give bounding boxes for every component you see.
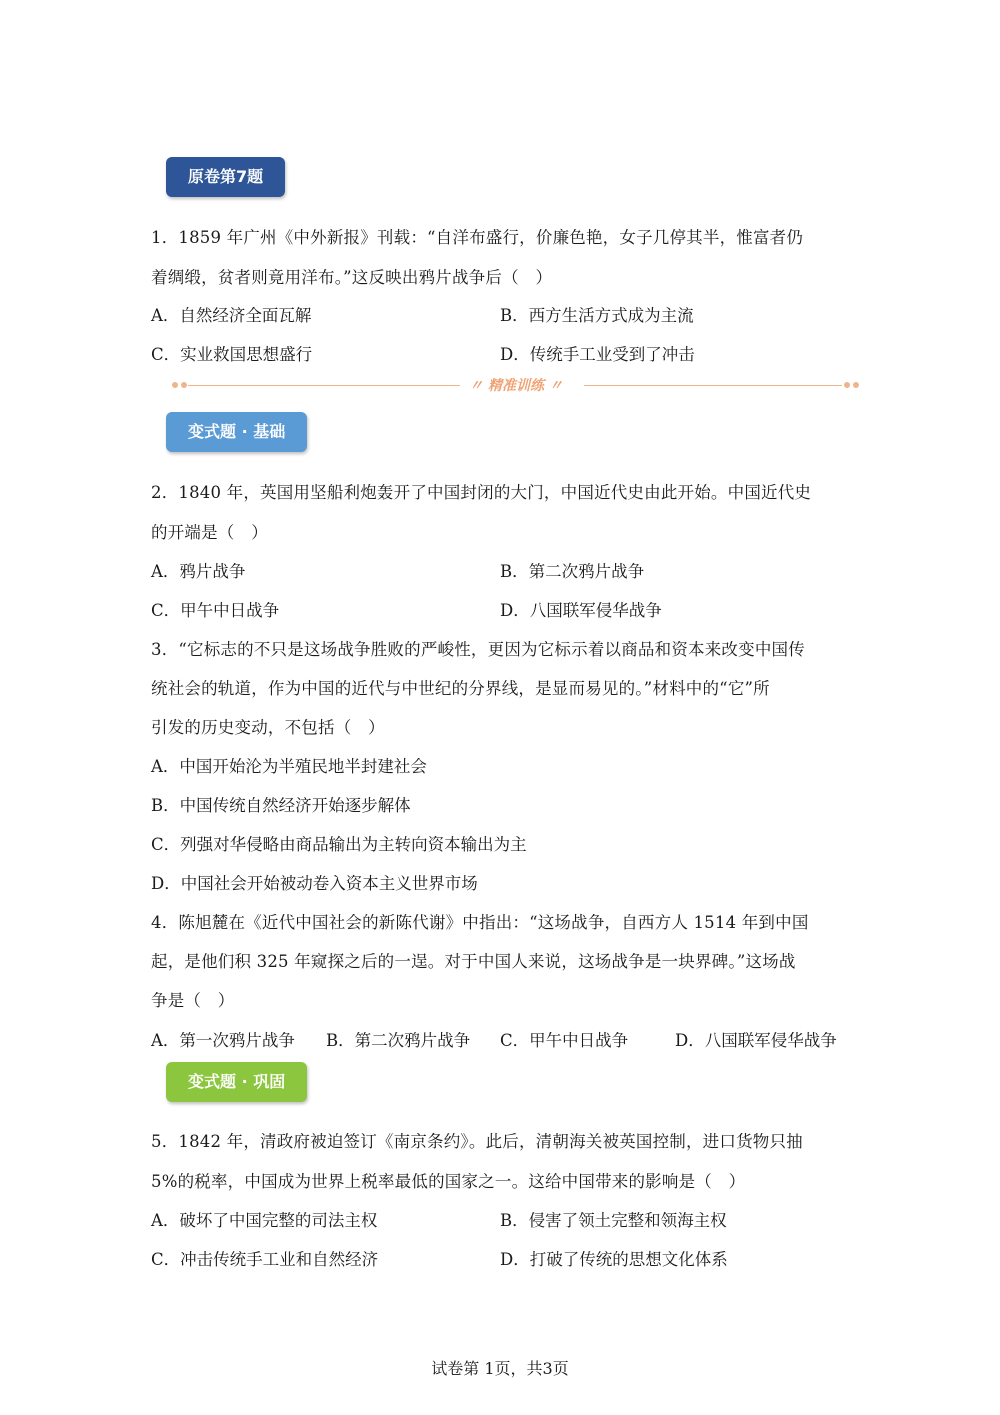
divider-label: 〃 精准训练 〃: [469, 378, 563, 394]
question-2-line-1: 2．1840 年，英国用坚船利炮轰开了中国封闭的大门，中国近代史由此开始。中国近代史: [151, 483, 812, 502]
question-5-line-2: 5%的税率，中国成为世界上税率最低的国家之一。这给中国带来的影响是（ ）: [151, 1172, 746, 1191]
section-badge-original: 原卷第7题: [166, 157, 285, 197]
question-3-option-c[interactable]: C．列强对华侵略由商品输出为主转向资本输出为主: [151, 835, 527, 854]
question-5-option-a[interactable]: A．破坏了中国完整的司法主权: [151, 1211, 378, 1230]
question-4-option-d[interactable]: D．八国联军侵华战争: [675, 1031, 837, 1050]
question-5-option-b[interactable]: B．侵害了领土完整和领海主权: [500, 1211, 727, 1230]
question-1-option-a[interactable]: A．自然经济全面瓦解: [151, 306, 312, 325]
question-5-line-1: 5．1842 年，清政府被迫签订《南京条约》。此后，清朝海关被英国控制，进口货物只抽: [151, 1132, 803, 1151]
question-4-option-c[interactable]: C．甲午中日战争: [500, 1031, 629, 1050]
question-1-line-1: 1．1859 年广州《中外新报》刊载：“自洋布盛行，价廉色艳，女子几停其半，惟富者仍: [151, 228, 804, 247]
question-3-option-a[interactable]: A．中国开始沦为半殖民地半封建社会: [151, 757, 427, 776]
question-5-option-c[interactable]: C．冲击传统手工业和自然经济: [151, 1250, 379, 1269]
question-2-option-c[interactable]: C．甲午中日战争: [151, 601, 280, 620]
question-1-option-d[interactable]: D．传统手工业受到了冲击: [500, 345, 695, 364]
question-2-option-d[interactable]: D．八国联军侵华战争: [500, 601, 662, 620]
question-3-line-2: 统社会的轨道，作为中国的近代与中世纪的分界线，是显而易见的。”材料中的“它”所: [151, 679, 770, 698]
question-3-option-b[interactable]: B．中国传统自然经济开始逐步解体: [151, 796, 411, 815]
question-2-line-2: 的开端是（ ）: [151, 523, 268, 542]
question-3-line-3: 引发的历史变动，不包括（ ）: [151, 718, 385, 737]
question-4-option-b[interactable]: B．第二次鸦片战争: [326, 1031, 471, 1050]
question-2-option-b[interactable]: B．第二次鸦片战争: [500, 562, 645, 581]
section-badge-basic: 变式题 · 基础: [166, 412, 307, 452]
question-4-option-a[interactable]: A．第一次鸦片战争: [151, 1031, 295, 1050]
question-2-option-a[interactable]: A．鸦片战争: [151, 562, 246, 581]
question-1-line-2: 着绸缎，贫者则竟用洋布。”这反映出鸦片战争后（ ）: [151, 268, 553, 287]
question-3-line-1: 3．“它标志的不只是这场战争胜败的严峻性，更因为它标示着以商品和资本来改变中国传: [151, 640, 805, 659]
question-1-option-c[interactable]: C．实业救国思想盛行: [151, 345, 313, 364]
question-4-line-1: 4．陈旭麓在《近代中国社会的新陈代谢》中指出：“这场战争，自西方人 1514 年到中国: [151, 913, 809, 932]
question-4-line-3: 争是（ ）: [151, 991, 235, 1010]
question-3-option-d[interactable]: D．中国社会开始被动卷入资本主义世界市场: [151, 874, 478, 893]
question-4-line-2: 起，是他们积 325 年窥探之后的一逞。对于中国人来说，这场战争是一块界碑。”这场战: [151, 952, 796, 971]
page-footer: 试卷第 1页，共3页: [431, 1359, 569, 1378]
question-5-option-d[interactable]: D．打破了传统的思想文化体系: [500, 1250, 728, 1269]
section-badge-consolidate: 变式题 · 巩固: [166, 1062, 307, 1102]
question-1-option-b[interactable]: B．西方生活方式成为主流: [500, 306, 694, 325]
